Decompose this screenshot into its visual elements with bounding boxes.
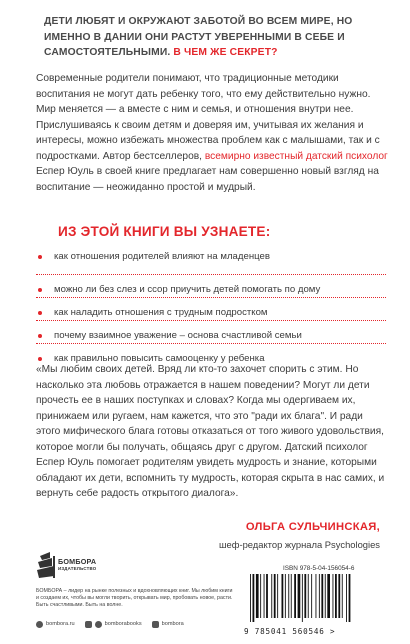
social-label: bomborabooks — [104, 621, 142, 627]
bullet-dot-icon — [38, 357, 42, 361]
intro-text — [44, 14, 384, 61]
social-label: bombora — [161, 621, 184, 627]
barcode-bar — [256, 574, 259, 618]
barcode-bar — [285, 574, 286, 618]
barcode-bar — [349, 574, 351, 622]
dotted-divider — [36, 343, 386, 344]
barcode-bar — [298, 574, 301, 618]
barcode-bar — [304, 574, 306, 618]
barcode-bar — [260, 574, 261, 618]
barcode-bar — [316, 574, 317, 618]
barcode-bar — [277, 574, 278, 618]
list-item — [36, 274, 386, 297]
publisher-socials — [36, 619, 246, 629]
barcode-bar — [338, 574, 340, 618]
barcode-bar — [302, 574, 303, 622]
publisher-name: БОМБОРА — [58, 557, 97, 566]
bullet-dot-icon — [38, 311, 42, 315]
barcode-bar — [294, 574, 296, 618]
barcode-bar — [342, 574, 343, 618]
social-label: bombora.ru — [46, 621, 75, 627]
barcode-bar — [346, 574, 347, 622]
list-item-text: можно ли без слез и ссор приучить детей помогать по дому — [54, 284, 321, 295]
publisher-description: БОМБОРА – лидер на рынке полезных и вдохновляющих книг. Мы любим книги и создаем их, чтобы вы могли творить, открывать мир, пробовать новое, расти. Быть счастливыми. Быть на волне. — [36, 588, 233, 608]
bullet-dot-icon — [38, 334, 42, 338]
barcode-bar — [291, 574, 292, 618]
list-item — [36, 297, 386, 320]
description-after: Еспер Юуль в своей книге предлагает нам совершенно новый взгляд на воспитание — неожиданно простой и мудрый. — [36, 166, 379, 193]
barcode-bar — [319, 574, 320, 618]
barcode-digits: 9 785041 560546 > — [244, 627, 336, 636]
publisher-subtitle: ИЗДАТЕЛЬСТВО — [58, 566, 97, 571]
intro-highlight: В ЧЕМ ЖЕ СЕКРЕТ? — [173, 47, 278, 59]
social-link[interactable] — [152, 621, 184, 628]
barcode-bar — [327, 574, 330, 618]
instagram-icon — [95, 621, 102, 628]
barcode-bar — [308, 574, 309, 618]
description-before: Современные родители понимают, что традиционные методики воспитания не могут дать ребенку того, что ему действительно нужно. Мир меняется — а вместе с ним и семья, и отношения внутри нее. Прислушиваясь к своим детям и доверяя им, учитывая их желания и интересы, можно избежать множества проблем как с малышами, так и с подростками. Автор бестселлеров, — [36, 73, 380, 162]
barcode-bar — [282, 574, 284, 618]
bullet-dot-icon — [38, 288, 42, 292]
quote-author-role: шеф-редактор журнала Psychologies — [219, 539, 380, 550]
quote-text: «Мы любим своих детей. Вряд ли кто-то захочет спорить с этим. Но насколько эта любовь отражается в нашем поведении? Могут ли дети прочесть ее в наших поступках и словах? Когда мы одергиваем их, принижаем или ругаем, нам кажется, что это "ради их блага". И ради этого мифического блага готовы отказаться от того живого удовольствия, которое могли бы получать, общаясь друг с другом. Датский психолог Еспер Юуль помогает родителям увидеть мудрость и знание, которыми обладают их дети, вспомнить ту мудрость, которая скрыта в нас самих, и вернуть себе радость открытого диалога». — [36, 364, 385, 500]
description-highlight: всемирно известный датский психолог — [204, 150, 388, 162]
list-item-text: как отношения родителей влияют на младенцев — [54, 251, 270, 262]
isbn-label: ISBN 978-5-04-156054-6 — [283, 565, 355, 572]
intro-body: ДЕТИ ЛЮБЯТ И ОКРУЖАЮТ ЗАБОТОЙ ВО ВСЕМ МИРЕ, НО ИМЕННО В ДАНИИ ОНИ РАСТУТ УВЕРЕННЫМИ В СЕБЕ И САМОСТОЯТЕЛЬНЫМИ. — [44, 16, 353, 59]
social-link[interactable] — [85, 621, 142, 628]
barcode — [248, 574, 378, 622]
dotted-divider — [36, 320, 386, 321]
learn-heading: ИЗ ЭТОЙ КНИГИ ВЫ УЗНАЕТЕ: — [58, 224, 271, 239]
list-item — [36, 320, 386, 343]
quote-author: ОЛЬГА СУЛЬЧИНСКАЯ, — [245, 521, 380, 533]
barcode-bar — [264, 574, 265, 618]
telegram-icon — [152, 621, 159, 628]
list-item — [36, 251, 386, 274]
barcode-bar — [325, 574, 326, 618]
list-item-text: как наладить отношения с трудным подростком — [54, 307, 268, 318]
social-link[interactable] — [36, 621, 75, 628]
description-paragraph — [36, 71, 388, 195]
barcode-bar — [250, 574, 251, 622]
barcode-bar — [266, 574, 268, 618]
barcode-bar — [274, 574, 276, 618]
vk-icon — [85, 621, 92, 628]
barcode-bar — [321, 574, 323, 618]
globe-icon — [36, 621, 43, 628]
bullet-dot-icon — [38, 255, 42, 259]
barcode-bar — [333, 574, 334, 618]
dotted-divider — [36, 297, 386, 298]
dotted-divider — [36, 274, 386, 275]
barcode-bar — [253, 574, 255, 622]
barcode-bar — [271, 574, 272, 618]
list-item-text: как правильно повысить самооценку у ребенка — [54, 353, 265, 364]
barcode-bar — [311, 574, 312, 618]
barcode-bar — [335, 574, 337, 618]
barcode-bar — [288, 574, 289, 618]
list-item-text: почему взаимное уважение – основа счастливой семьи — [54, 330, 302, 341]
